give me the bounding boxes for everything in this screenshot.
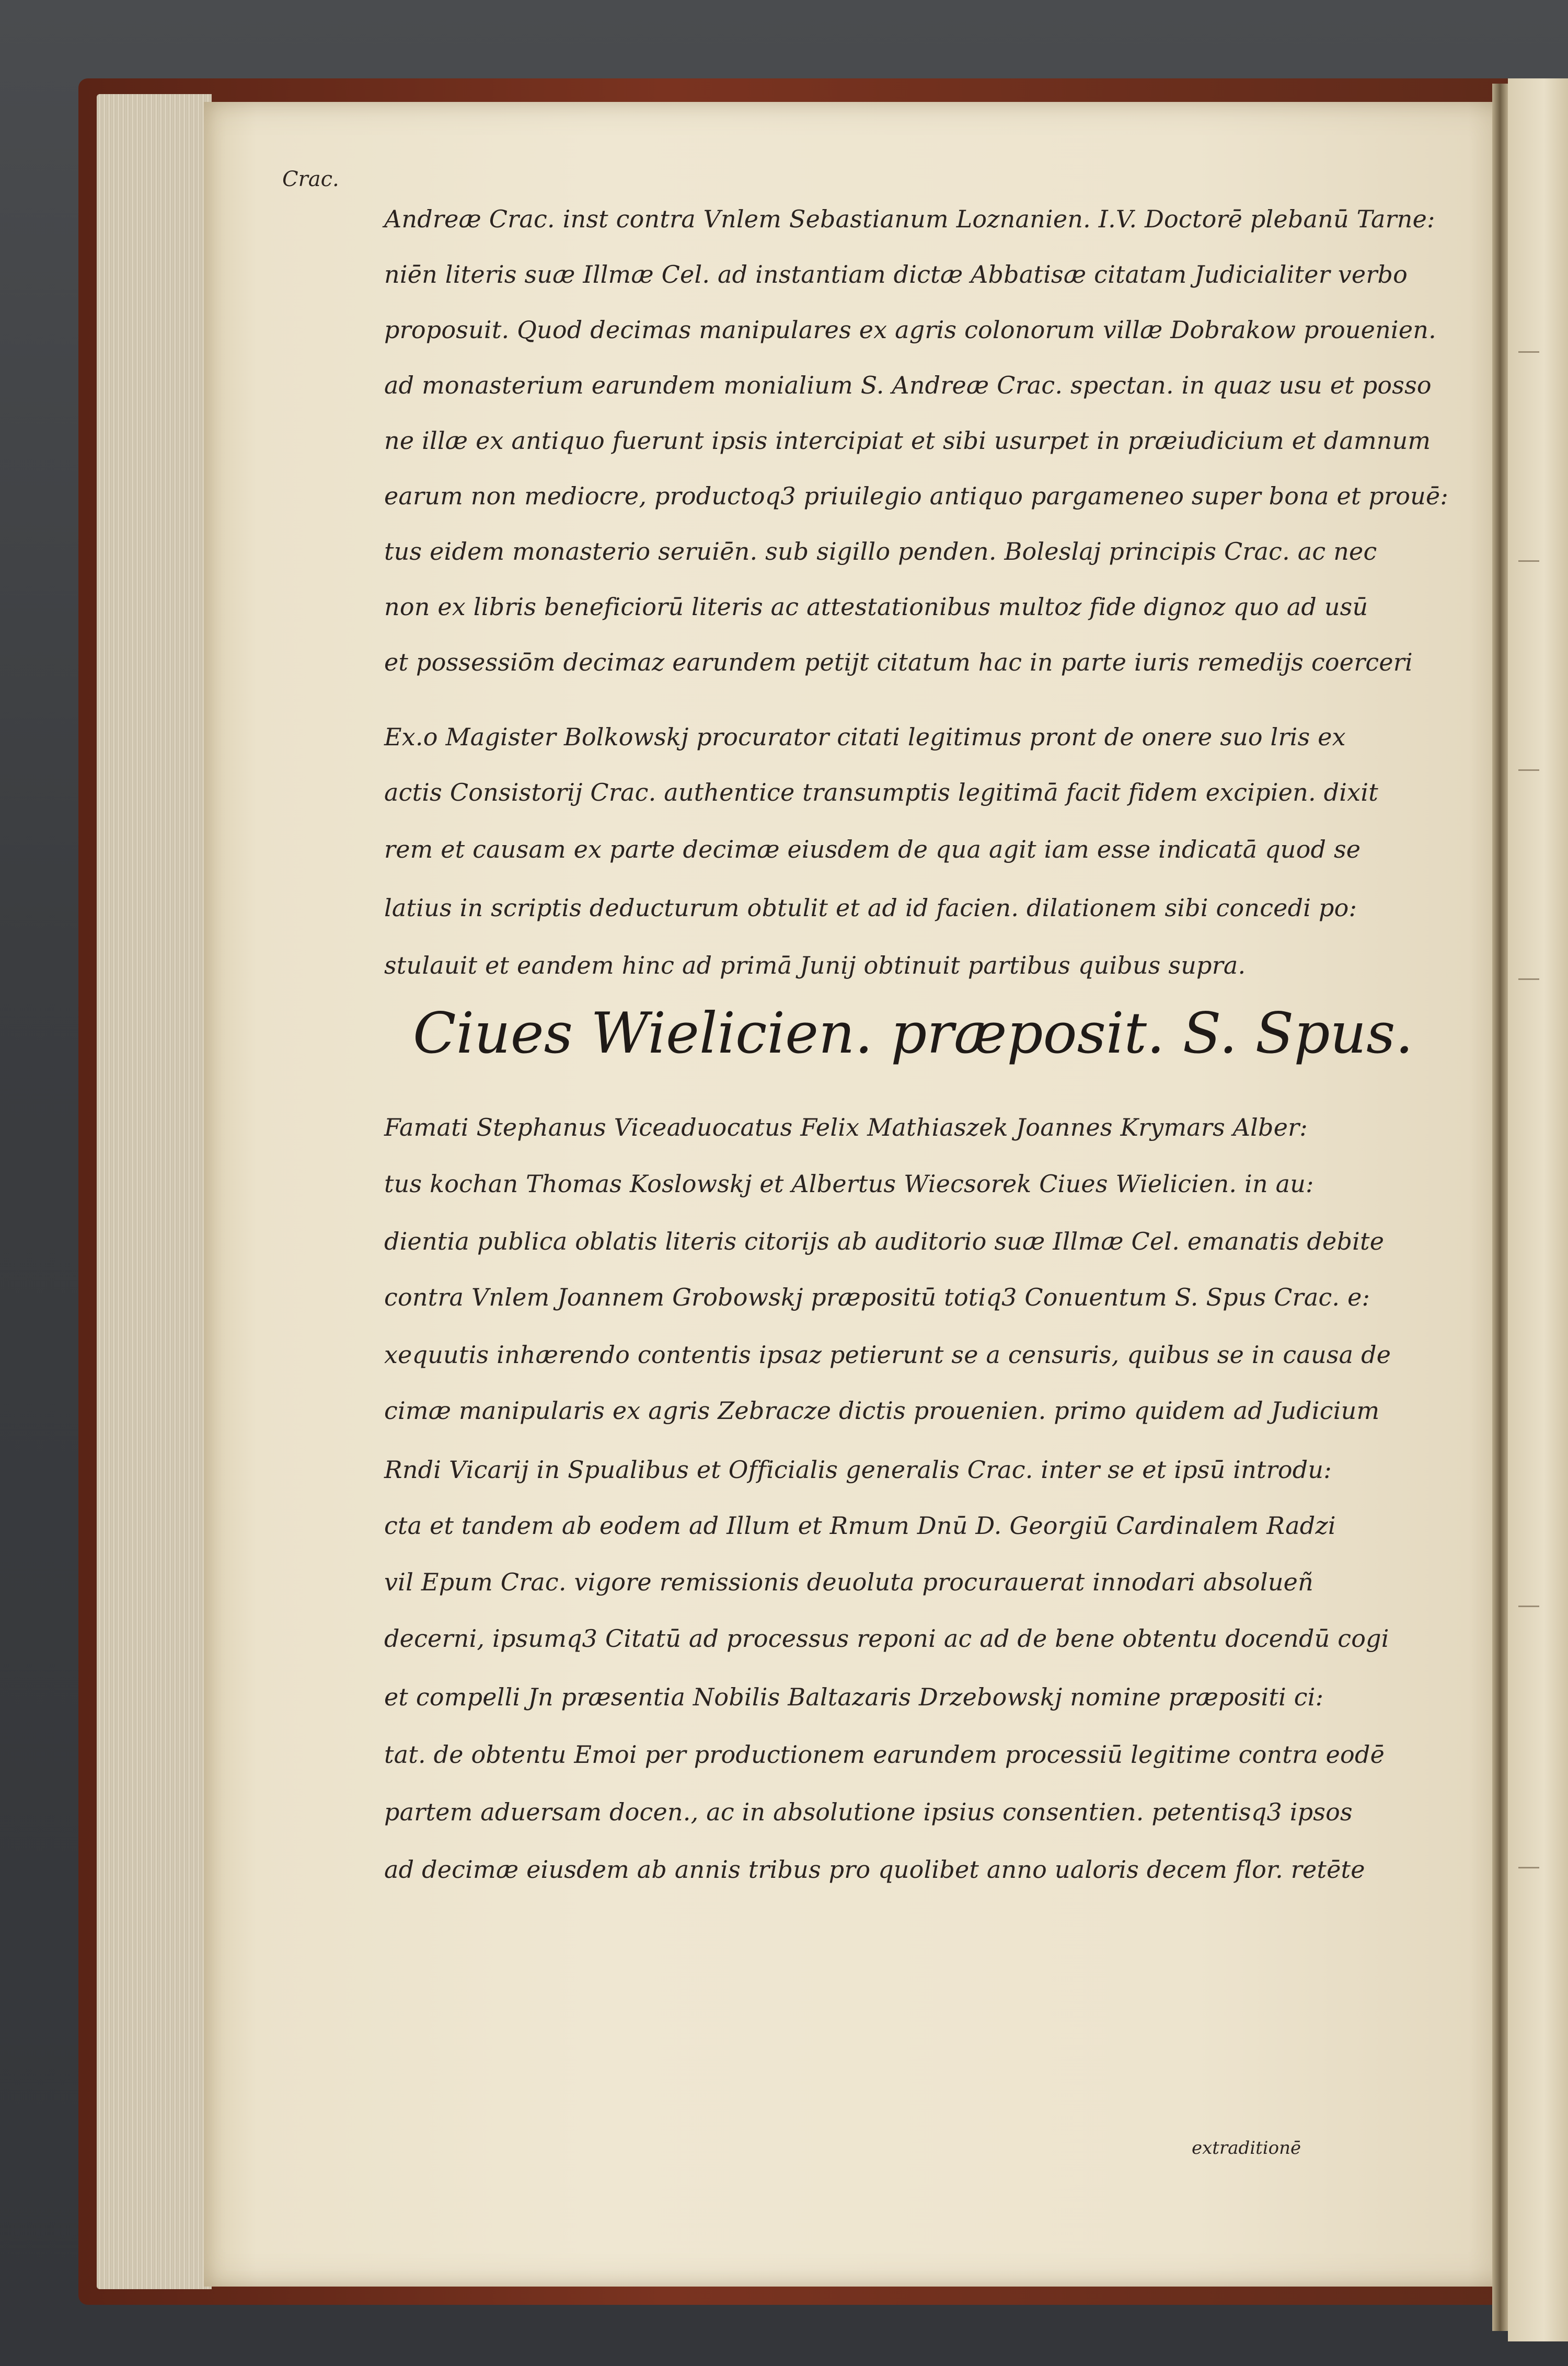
facing-page-mark [1518,967,1539,980]
text-line: latius in scriptis deducturum obtulit et ad id facien. dilationem sibi concedi po: [384,894,1357,922]
book-gutter [1492,84,1508,2331]
text-line: xequutis inhærendo contentis ipsaz petierunt se a censuris, quibus se in causa de [384,1341,1391,1369]
text-line: partem aduersam docen., ac in absolutione ipsius consentien. petentisq3 ipsos [384,1798,1353,1826]
facing-page-edge [1508,78,1568,2341]
text-line: vil Epum Crac. vigore remissionis deuoluta procurauerat innodari absolueñ [384,1568,1313,1596]
text-line: tus eidem monasterio seruiēn. sub sigillo penden. Boleslaj principis Crac. ac nec [384,537,1377,565]
text-line: ad decimæ eiusdem ab annis tribus pro quolibet anno ualoris decem flor. retēte [384,1855,1365,1884]
text-line: dientia publica oblatis literis citorijs ab auditorio suæ Illmæ Cel. emanatis debite [384,1227,1385,1255]
text-line: Andreæ Crac. inst contra Vnlem Sebastianum Loznanien. I.V. Doctorē plebanū Tarne: [384,205,1435,233]
facing-page-mark [1518,1855,1539,1868]
text-line: rem et causam ex parte decimæ eiusdem de qua agit iam esse indicatā quod se [384,835,1361,863]
text-line: cta et tandem ab eodem ad Illum et Rmum Dnū D. Georgiū Cardinalem Radzi [384,1511,1336,1540]
text-line: actis Consistorij Crac. authentice transumptis legitimā facit fidem excipien. dixit [384,778,1378,806]
facing-page-mark [1518,758,1539,771]
text-line: decerni, ipsumq3 Citatū ad processus reponi ac ad de bene obtentu docendū cogi [384,1624,1389,1653]
text-line: cimæ manipularis ex agris Zebracze dictis prouenien. primo quidem ad Judicium [384,1396,1380,1425]
text-line: et possessiōm decimaz earundem petijt citatum hac in parte iuris remedijs coerceri [384,648,1413,676]
page-edges [97,94,212,2289]
facing-page-mark [1518,1594,1539,1607]
catchword: extraditionē [1192,2138,1301,2159]
text-line: Rndi Vicarij in Spualibus et Officialis generalis Crac. inter se et ipsū introdu: [384,1456,1332,1484]
text-line: niēn literis suæ Illmæ Cel. ad instantiam dictæ Abbatisæ citatam Judicialiter verbo [384,260,1408,288]
marginal-note: Crac. [282,167,339,191]
section-heading: Ciues Wielicien. præposit. S. Spus. [413,1001,1413,1066]
text-line: Famati Stephanus Viceaduocatus Felix Mathiaszek Joannes Krymars Alber: [384,1113,1308,1141]
facing-page-mark [1518,340,1539,353]
text-line: stulauit et eandem hinc ad primā Junij obtinuit partibus quibus supra. [384,951,1246,979]
text-line: Ex.o Magister Bolkowskj procurator citati legitimus pront de onere suo lris ex [384,723,1346,751]
text-line: proposuit. Quod decimas manipulares ex agris colonorum villæ Dobrakow prouenien. [384,316,1436,344]
facing-page-mark [1518,549,1539,562]
text-line: tat. de obtentu Emoi per productionem earundem processiū legitime contra eodē [384,1740,1385,1769]
text-line: ne illæ ex antiquo fuerunt ipsis intercipiat et sibi usurpet in præiudicium et damnum [384,426,1431,455]
text-line: contra Vnlem Joannem Grobowskj præpositū totiq3 Conuentum S. Spus Crac. e: [384,1283,1370,1311]
text-line: et compelli Jn præsentia Nobilis Baltazaris Drzebowskj nomine præpositi ci: [384,1683,1324,1711]
text-line: ad monasterium earundem monialium S. Andreæ Crac. spectan. in quaz usu et posso [384,371,1432,399]
text-line: non ex libris beneficiorū literis ac attestationibus multoz fide dignoz quo ad usū [384,593,1368,621]
text-line: earum non mediocre, productoq3 priuilegio antiquo pargameneo super bona et prouē: [384,482,1449,510]
text-line: tus kochan Thomas Koslowskj et Albertus Wiecsorek Ciues Wielicien. in au: [384,1170,1314,1198]
